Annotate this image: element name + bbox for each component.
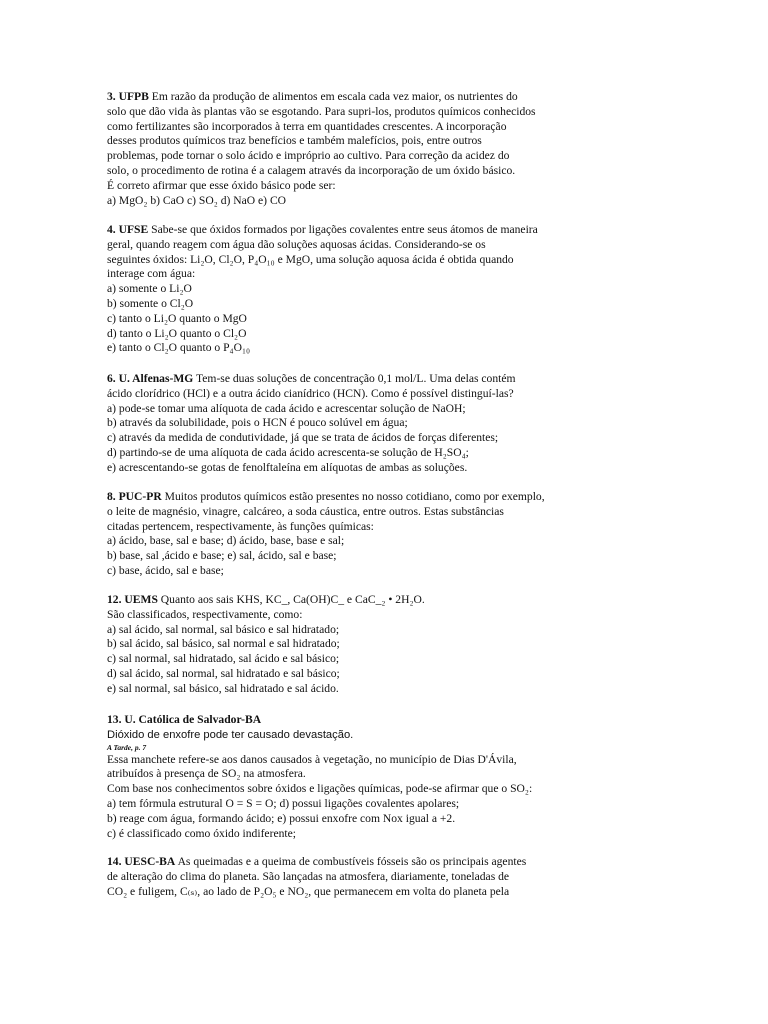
source-citation: A Tarde, p. 7: [107, 742, 147, 752]
answer-option: a) ácido, base, sal e base; d) ácido, base, base e sal;: [107, 534, 345, 548]
question-8: [107, 490, 587, 579]
answer-option: a) sal ácido, sal normal, sal básico e sal hidratado;: [107, 622, 340, 636]
question-number: 6. U. Alfenas-MG: [107, 372, 194, 385]
text-line: citadas pertencem, respectivamente, às funções químicas:: [107, 519, 374, 533]
text-line: solo que dão vida às plantas vão se esgotando. Para supri-los, produtos químicos conhecidos: [107, 104, 536, 118]
question-first-line: 3. UFPB Em razão da produção de alimentos em escala cada vez maior, os nutrientes do: [107, 90, 518, 103]
question-12: [107, 593, 587, 697]
text-line: interage com água:: [107, 267, 196, 281]
question-first-line: 12. UEMS Quanto aos sais KHS, KC_, Ca(OH)C_ e CaC_₂ • 2H₂O.: [107, 593, 425, 606]
question-number-line: [107, 713, 587, 728]
text-line: solo, o procedimento de rotina é a calagem através da incorporação de um óxido básico.: [107, 163, 516, 177]
question-6: [107, 372, 587, 476]
answer-option: c) sal normal, sal hidratado, sal ácido e sal básico;: [107, 652, 340, 666]
answer-option: d) sal ácido, sal normal, sal hidratado e sal básico;: [107, 666, 340, 680]
answer-option: e) tanto o Cl₂O quanto o P₄O₁₀: [107, 341, 251, 355]
question-number: 4. UFSE: [107, 223, 149, 236]
text-line: seguintes óxidos: Li₂O, Cl₂O, P₄O₁₀ e MgO, uma solução aquosa ácida é obtida quando: [107, 252, 514, 266]
answer-option: d) partindo-se de uma alíquota de cada ácido acrescenta-se solução de H₂SO₄;: [107, 445, 469, 459]
answer-option: b) somente o Cl₂O: [107, 296, 194, 310]
question-number: 13. U. Católica de Salvador-BA: [107, 713, 262, 726]
text-line: É correto afirmar que esse óxido básico pode ser:: [107, 178, 336, 192]
answer-option: a) somente o Li₂O: [107, 282, 192, 296]
text-line: desses produtos químicos traz benefícios e também malefícios, pois, entre outros: [107, 134, 482, 148]
question-14: [107, 855, 587, 899]
question-first-line: 4. UFSE Sabe-se que óxidos formados por ligações covalentes entre seus átomos de maneira: [107, 223, 538, 236]
text-line: como fertilizantes são incorporados à terra em quantidades crescentes. A incorporação: [107, 119, 507, 133]
answer-option: c) é classificado como óxido indiferente;: [107, 826, 296, 840]
headline: Dióxido de enxofre pode ter causado devastação.: [107, 728, 354, 741]
answer-option: a) pode-se tomar uma alíquota de cada ácido e acrescentar solução de NaOH;: [107, 401, 466, 415]
answer-option: c) base, ácido, sal e base;: [107, 563, 224, 577]
answer-option: e) acrescentando-se gotas de fenolftaleína em alíquotas de ambas as soluções.: [107, 460, 468, 474]
text-line: de alteração do clima do planeta. São lançadas na atmosfera, diariamente, toneladas de: [107, 869, 510, 883]
text-line: geral, quando reagem com água dão soluções aquosas ácidas. Considerando-se os: [107, 237, 486, 251]
question-first-line: 6. U. Alfenas-MG Tem-se duas soluções de concentração 0,1 mol/L. Uma delas contém: [107, 372, 516, 385]
question-first-line: 8. PUC-PR Muitos produtos químicos estão presentes no nosso cotidiano, como por exemplo,: [107, 490, 545, 503]
text-line: São classificados, respectivamente, como:: [107, 607, 303, 621]
question-13: [107, 713, 587, 841]
text-line: atribuídos à presença de SO₂ na atmosfera.: [107, 767, 306, 781]
answer-option: e) sal normal, sal básico, sal hidratado e sal ácido.: [107, 681, 339, 695]
text-line: o leite de magnésio, vinagre, calcáreo, a soda cáustica, entre outros. Estas substâncias: [107, 504, 504, 518]
text-line: CO₂ e fuligem, C₍ₛ₎, ao lado de P₂O₅ e NO₂, que permanecem em volta do planeta pela: [107, 884, 510, 898]
answer-option: c) através da medida de condutividade, já que se trata de ácidos de forças diferentes;: [107, 431, 499, 445]
answer-option: b) sal ácido, sal básico, sal normal e sal hidratado;: [107, 637, 340, 651]
answer-option: b) reage com água, formando ácido; e) possui enxofre com Nox igual a +2.: [107, 811, 456, 825]
text-line: ácido clorídrico (HCl) e a outra ácido cianídrico (HCN). Como é possível distinguí-las?: [107, 386, 514, 400]
question-number: 8. PUC-PR: [107, 490, 162, 503]
text-line: Essa manchete refere-se aos danos causados à vegetação, no município de Dias D'Ávila,: [107, 752, 517, 766]
answer-option: b) através da solubilidade, pois o HCN é pouco solúvel em água;: [107, 416, 408, 430]
question-4: [107, 223, 587, 356]
answer-option: a) tem fórmula estrutural O = S = O; d) possui ligações covalentes apolares;: [107, 796, 460, 810]
answer-option: b) base, sal ,ácido e base; e) sal, ácido, sal e base;: [107, 549, 337, 563]
question-first-line: 14. UESC-BA As queimadas e a queima de combustíveis fósseis são os principais agentes: [107, 855, 527, 868]
answer-option: d) tanto o Li₂O quanto o Cl₂O: [107, 326, 247, 340]
question-number: 12. UEMS: [107, 593, 158, 606]
text-line: Com base nos conhecimentos sobre óxidos e ligações químicas, pode-se afirmar que o SO₂:: [107, 782, 533, 796]
text-line: problemas, pode tornar o solo ácido e impróprio ao cultivo. Para correção da acidez do: [107, 149, 510, 163]
question-number: 14. UESC-BA: [107, 855, 176, 868]
answer-options: a) MgO₂ b) CaO c) SO₂ d) NaO e) CO: [107, 193, 287, 207]
question-number: 3. UFPB: [107, 90, 149, 103]
answer-option: c) tanto o Li₂O quanto o MgO: [107, 311, 247, 325]
question-3: [107, 90, 587, 208]
